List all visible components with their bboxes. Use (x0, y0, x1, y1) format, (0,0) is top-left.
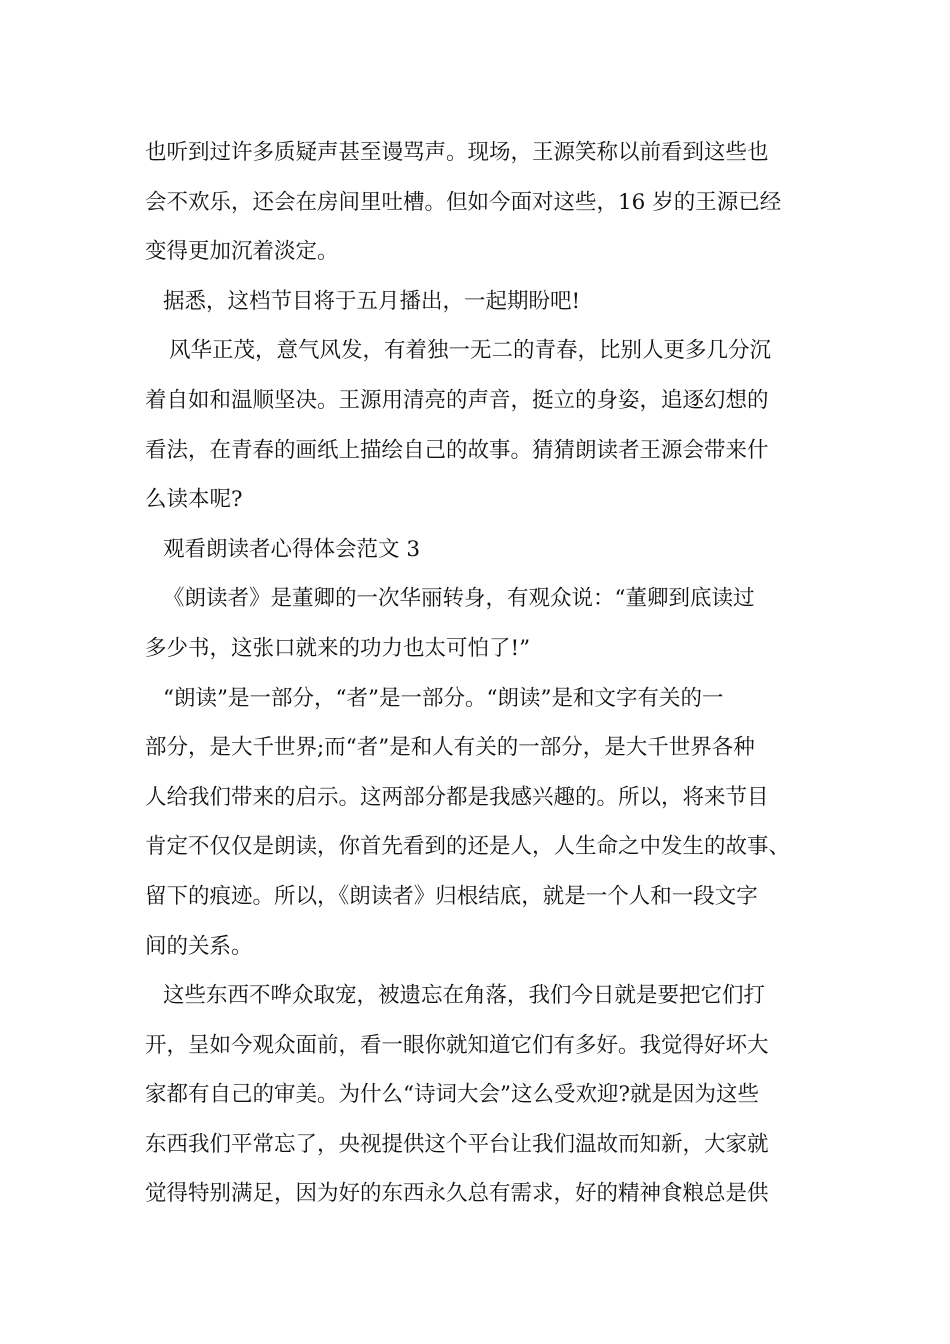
text-line: 人给我们带来的启示。这两部分都是我感兴趣的。所以，将来节目 (145, 784, 769, 810)
text-line: 部分，是大千世界;而“者”是和人有关的一部分，是大千世界各种 (145, 735, 755, 761)
text-line: 据悉，这档节目将于五月播出，一起期盼吧! (163, 288, 581, 314)
text-line: 间的关系。 (145, 933, 253, 959)
text-line: 《朗读者》是董卿的一次华丽转身，有观众说：“董卿到底读过 (163, 586, 755, 612)
text-line: 多少书，这张口就来的功力也太可怕了!” (145, 635, 531, 661)
text-line: 肯定不仅仅是朗读，你首先看到的还是人，人生命之中发生的故事、 (145, 834, 791, 860)
document-body (145, 128, 845, 1219)
text-line: 着自如和温顺坚决。王源用清亮的声音，挺立的身姿，追逐幻想的 (145, 387, 769, 413)
paragraph-dongqing (145, 574, 845, 673)
section-heading (145, 525, 845, 575)
paragraph-youth (145, 326, 845, 524)
text-line: 也听到过许多质疑声甚至谩骂声。现场，王源笑称以前看到这些也 (145, 140, 769, 165)
paragraph-reading-and-people (145, 674, 845, 972)
text-line: “朗读”是一部分，“者”是一部分。“朗读”是和文字有关的一 (163, 685, 724, 711)
text-line: 会不欢乐，还会在房间里吐槽。但如今面对这些，16 岁的王源已经 (145, 189, 782, 215)
text-line: 东西我们平常忘了，央视提供这个平台让我们温故而知新，大家就 (145, 1131, 769, 1157)
text-line: 这些东西不哗众取宠，被遗忘在角落，我们今日就是要把它们打 (163, 983, 766, 1009)
text-line: 留下的痕迹。所以，《朗读者》归根结底，就是一个人和一段文字 (145, 883, 758, 909)
text-line: 开，呈如今观众面前，看一眼你就知道它们有多好。我觉得好坏大 (145, 1032, 769, 1058)
paragraph-criticism (145, 128, 845, 277)
paragraph-forgotten-things (145, 971, 845, 1219)
text-line: 风华正茂，意气风发，有着独一无二的青春，比别人更多几分沉 (169, 338, 772, 364)
paragraph-broadcast (145, 277, 845, 327)
text-line: 家都有自己的审美。为什么“诗词大会”这么受欢迎?就是因为这些 (145, 1082, 760, 1108)
text-line: 看法，在青春的画纸上描绘自己的故事。猜猜朗读者王源会带来什 (145, 437, 769, 463)
text-line: 变得更加沉着淡定。 (145, 239, 339, 265)
text-line: 么读本呢? (145, 487, 243, 513)
text-line: 觉得特别满足，因为好的东西永久总有需求，好的精神食粮总是供 (145, 1181, 769, 1207)
text-line: 观看朗读者心得体会范文 3 (163, 536, 421, 562)
